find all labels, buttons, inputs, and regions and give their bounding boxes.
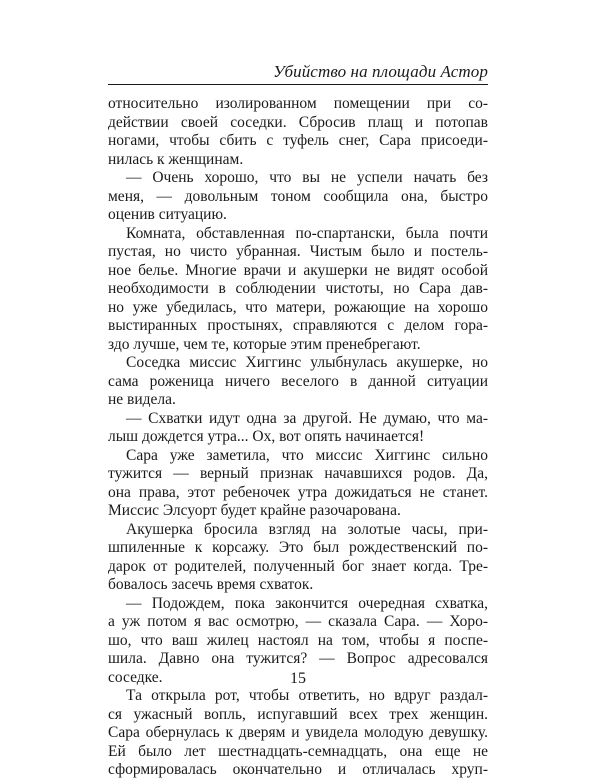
text-line: Та открыла рот, чтобы ответить, но вдруг раздал-: [126, 687, 488, 704]
text-line: Ей было лет шестнадцать-семнадцать, она еще не: [108, 742, 488, 760]
text-line: пустая, но чисто убранная. Чистым было и постель-: [108, 243, 488, 260]
text-line: сама роженица ничего веселого в данной ситуации: [108, 372, 488, 390]
text-line: — Подождем, пока закончится очередная схватка,: [126, 594, 488, 612]
text-line: меня, — довольным тоном сообщила она, быстро: [108, 187, 488, 205]
text-line: Соседка миссис Хиггинс улыбнулась акушерке, но: [126, 354, 488, 371]
text-line: необходимости в соблюдении чистоты, но Сара дав-: [108, 280, 488, 297]
text-line: — Очень хорошо, что вы не успели начать без: [126, 169, 488, 186]
text-line: лыш дождется утра... Ох, вот опять начинается!: [108, 428, 425, 445]
text-line: нилась к женщинам.: [108, 150, 244, 168]
text-line: шпиленные к корсажу. Это был рождественский по-: [108, 539, 488, 556]
text-line: ногами, чтобы сбить с туфель снег, Сара присоеди-: [108, 132, 488, 149]
text-line: — Схватки идут одна за другой. Не думаю, что ма-: [126, 409, 488, 427]
text-line: шо, что ваш жилец настоял на том, чтобы я поспе-: [108, 631, 488, 649]
text-line: соседке.: [108, 668, 163, 686]
text-line: тужится — верный признак начавшихся родов. Да,: [108, 465, 488, 482]
text-line: выстиранных простынях, справляются с делом гора-: [108, 317, 488, 334]
text-line: ся ужасный вопль, испугавший всех трех женщин.: [108, 705, 488, 723]
text-line: Сара обернулась к дверям и увидела молодую девушку.: [108, 724, 488, 741]
text-line: здо лучше, чем те, которые этим пренебрегают.: [108, 335, 421, 353]
text-line: действии своей соседки. Сбросив плащ и потопав: [108, 113, 488, 131]
text-line: Акушерка бросила взгляд на золотые часы, при-: [126, 520, 488, 538]
text-line: она права, этот ребеночек утра дожидаться не станет.: [108, 483, 488, 501]
running-head-title: Убийство на площади Астор: [273, 62, 488, 81]
text-line: сформировалась окончательно и отличалась хруп-: [108, 761, 488, 778]
text-line: не видела.: [108, 391, 176, 408]
text-line: Миссис Элсуорт будет крайне разочарована.: [108, 502, 401, 519]
header-rule: [108, 84, 488, 85]
text-line: Комната, обставленная по-спартански, была почти: [126, 224, 488, 242]
text-line: но уже убедилась, что матери, рожающие на хорошо: [108, 298, 488, 316]
text-line: Сара уже заметила, что миссис Хиггинс сильно: [126, 446, 488, 464]
text-line: бовалось засечь время схваток.: [108, 576, 314, 593]
page-number: 15: [290, 670, 306, 687]
text-line: ное белье. Многие врачи и акушерки не видят особой: [108, 261, 488, 279]
text-line: оценив ситуацию.: [108, 206, 227, 223]
text-line: относительно изолированном помещении при со-: [108, 95, 488, 112]
text-line: дарок от родителей, полученный бог знает когда. Тре-: [108, 557, 488, 575]
text-line: а уж потом я вас осмотрю, — сказала Сара. — Хоро-: [108, 613, 488, 630]
text-line: шила. Давно она тужится? — Вопрос адресовался: [108, 650, 488, 667]
